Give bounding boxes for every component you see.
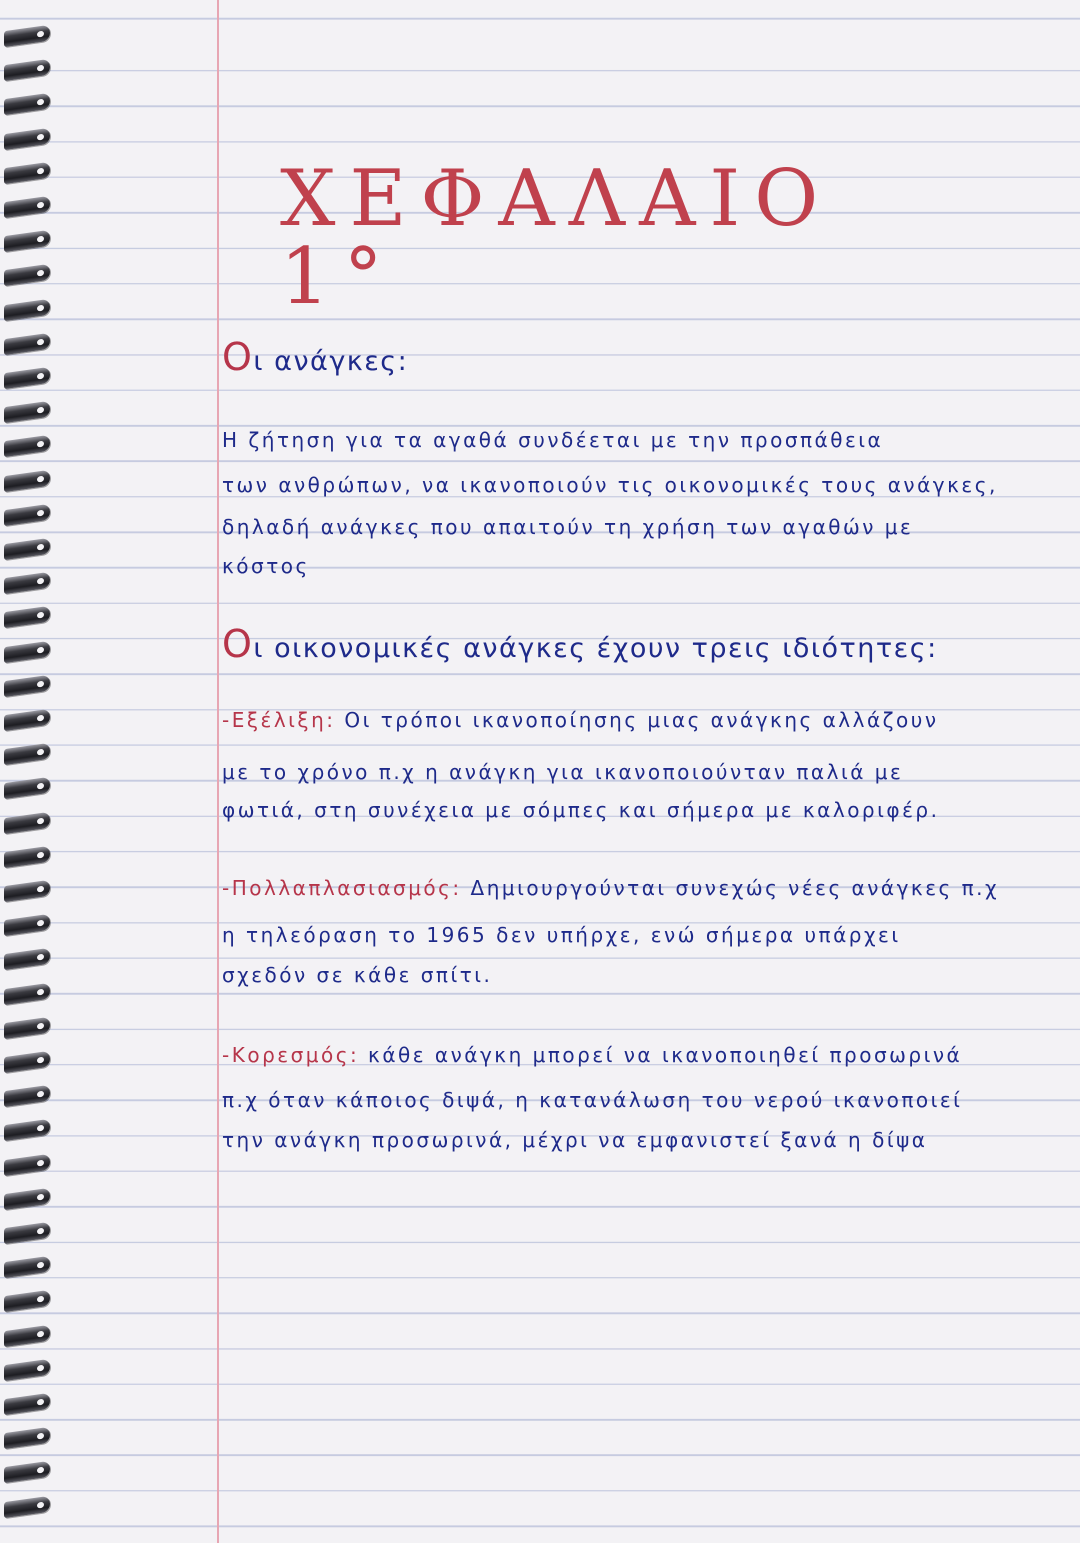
page-title: ΧΕΦΑΛΑΙΟ 1°	[280, 154, 833, 322]
needs-line-2: των ανθρώπων, να ικανοποιούν τις οικονομικές τους ανάγκες,	[222, 473, 998, 497]
trait-saturation-line-1	[222, 1045, 962, 1065]
trait-evolution-line-2: με το χρόνο π.χ η ανάγκη για ικανοποιούνταν παλιά με	[222, 760, 904, 784]
trait-multiplication-line-1	[222, 878, 999, 898]
spiral-coil	[4, 1188, 50, 1210]
spiral-coil	[4, 196, 50, 218]
spiral-coil	[4, 1222, 50, 1244]
trait-label: -Εξέλιξη:	[222, 708, 336, 732]
spiral-coil	[4, 709, 50, 731]
spiral-coil	[4, 1393, 50, 1415]
spiral-coil	[4, 59, 50, 81]
spiral-coil	[4, 504, 50, 526]
spiral-coil	[4, 333, 50, 355]
spiral-coil	[4, 401, 50, 423]
spiral-coil	[4, 1051, 50, 1073]
needs-line-4: κόστος	[222, 554, 310, 578]
trait-saturation-line-2: π.χ όταν κάποιος διψά, η κατανάλωση του νερού ικανοποιεί	[222, 1088, 963, 1112]
trait-label: -Κορεσμός:	[222, 1043, 360, 1067]
spiral-coil	[4, 1017, 50, 1039]
spiral-coil	[4, 572, 50, 594]
trait-multiplication-line-2: η τηλεόραση το 1965 δεν υπήρχε, ενώ σήμερα υπάρχει	[222, 923, 901, 947]
spiral-coil	[4, 640, 50, 662]
spiral-coil	[4, 298, 50, 320]
spiral-coil	[4, 1495, 50, 1517]
needs-line-3: δηλαδή ανάγκες που απαιτούν τη χρήση των αγαθών με	[222, 515, 914, 539]
spiral-coil	[4, 230, 50, 252]
heading-text: ι οικονομικές ανάγκες έχουν τρεις ιδιότητες:	[253, 633, 938, 664]
trait-text: Δημιουργούνται συνεχώς νέες ανάγκες π.χ	[461, 876, 1000, 900]
spiral-coil	[4, 1256, 50, 1278]
spiral-coil	[4, 777, 50, 799]
trait-text: κάθε ανάγκη μπορεί να ικανοποιηθεί προσωρινά	[359, 1043, 963, 1067]
trait-saturation-line-3: την ανάγκη προσωρινά, μέχρι να εμφανιστεί ξανά η δίψα	[222, 1128, 928, 1152]
trait-evolution-line-3: φωτιά, στη συνέχεια με σόμπες και σήμερα με καλοριφέρ.	[222, 798, 940, 822]
section-heading-traits	[222, 622, 938, 666]
spiral-coil	[4, 846, 50, 868]
spiral-coil	[4, 1153, 50, 1175]
spiral-coil	[4, 811, 50, 833]
heading-text: ι ανάγκες:	[253, 346, 409, 377]
spiral-coil	[4, 93, 50, 115]
spiral-coil	[4, 606, 50, 628]
heading-initial: Ο	[222, 622, 254, 666]
section-heading-needs	[222, 335, 408, 379]
spiral-coil	[4, 367, 50, 389]
spiral-coil	[4, 264, 50, 286]
spiral-coil	[4, 743, 50, 765]
spiral-coil	[4, 1427, 50, 1449]
heading-initial: Ο	[222, 335, 254, 379]
spiral-coil	[4, 1324, 50, 1346]
spiral-coil	[4, 1359, 50, 1381]
spiral-coil	[4, 982, 50, 1004]
spiral-coil	[4, 880, 50, 902]
spiral-coil	[4, 1290, 50, 1312]
spiral-coil	[4, 914, 50, 936]
trait-multiplication-line-3: σχεδόν σε κάθε σπίτι.	[222, 963, 493, 987]
spiral-coil	[4, 1119, 50, 1141]
trait-evolution-line-1	[222, 710, 939, 730]
spiral-coil	[4, 162, 50, 184]
trait-text: Οι τρόποι ικανοποίησης μιας ανάγκης αλλάζουν	[335, 708, 939, 732]
spiral-coil	[4, 25, 50, 47]
spiral-binding	[0, 0, 62, 1543]
spiral-coil	[4, 1461, 50, 1483]
spiral-coil	[4, 1085, 50, 1107]
spiral-coil	[4, 675, 50, 697]
trait-label: -Πολλαπλασιασμός:	[222, 876, 462, 900]
spiral-coil	[4, 469, 50, 491]
spiral-coil	[4, 435, 50, 457]
spiral-coil	[4, 538, 50, 560]
needs-line-1: Η ζήτηση για τα αγαθά συνδέεται με την προσπάθεια	[222, 428, 884, 452]
spiral-coil	[4, 948, 50, 970]
margin-line	[217, 0, 219, 1543]
spiral-coil	[4, 127, 50, 149]
